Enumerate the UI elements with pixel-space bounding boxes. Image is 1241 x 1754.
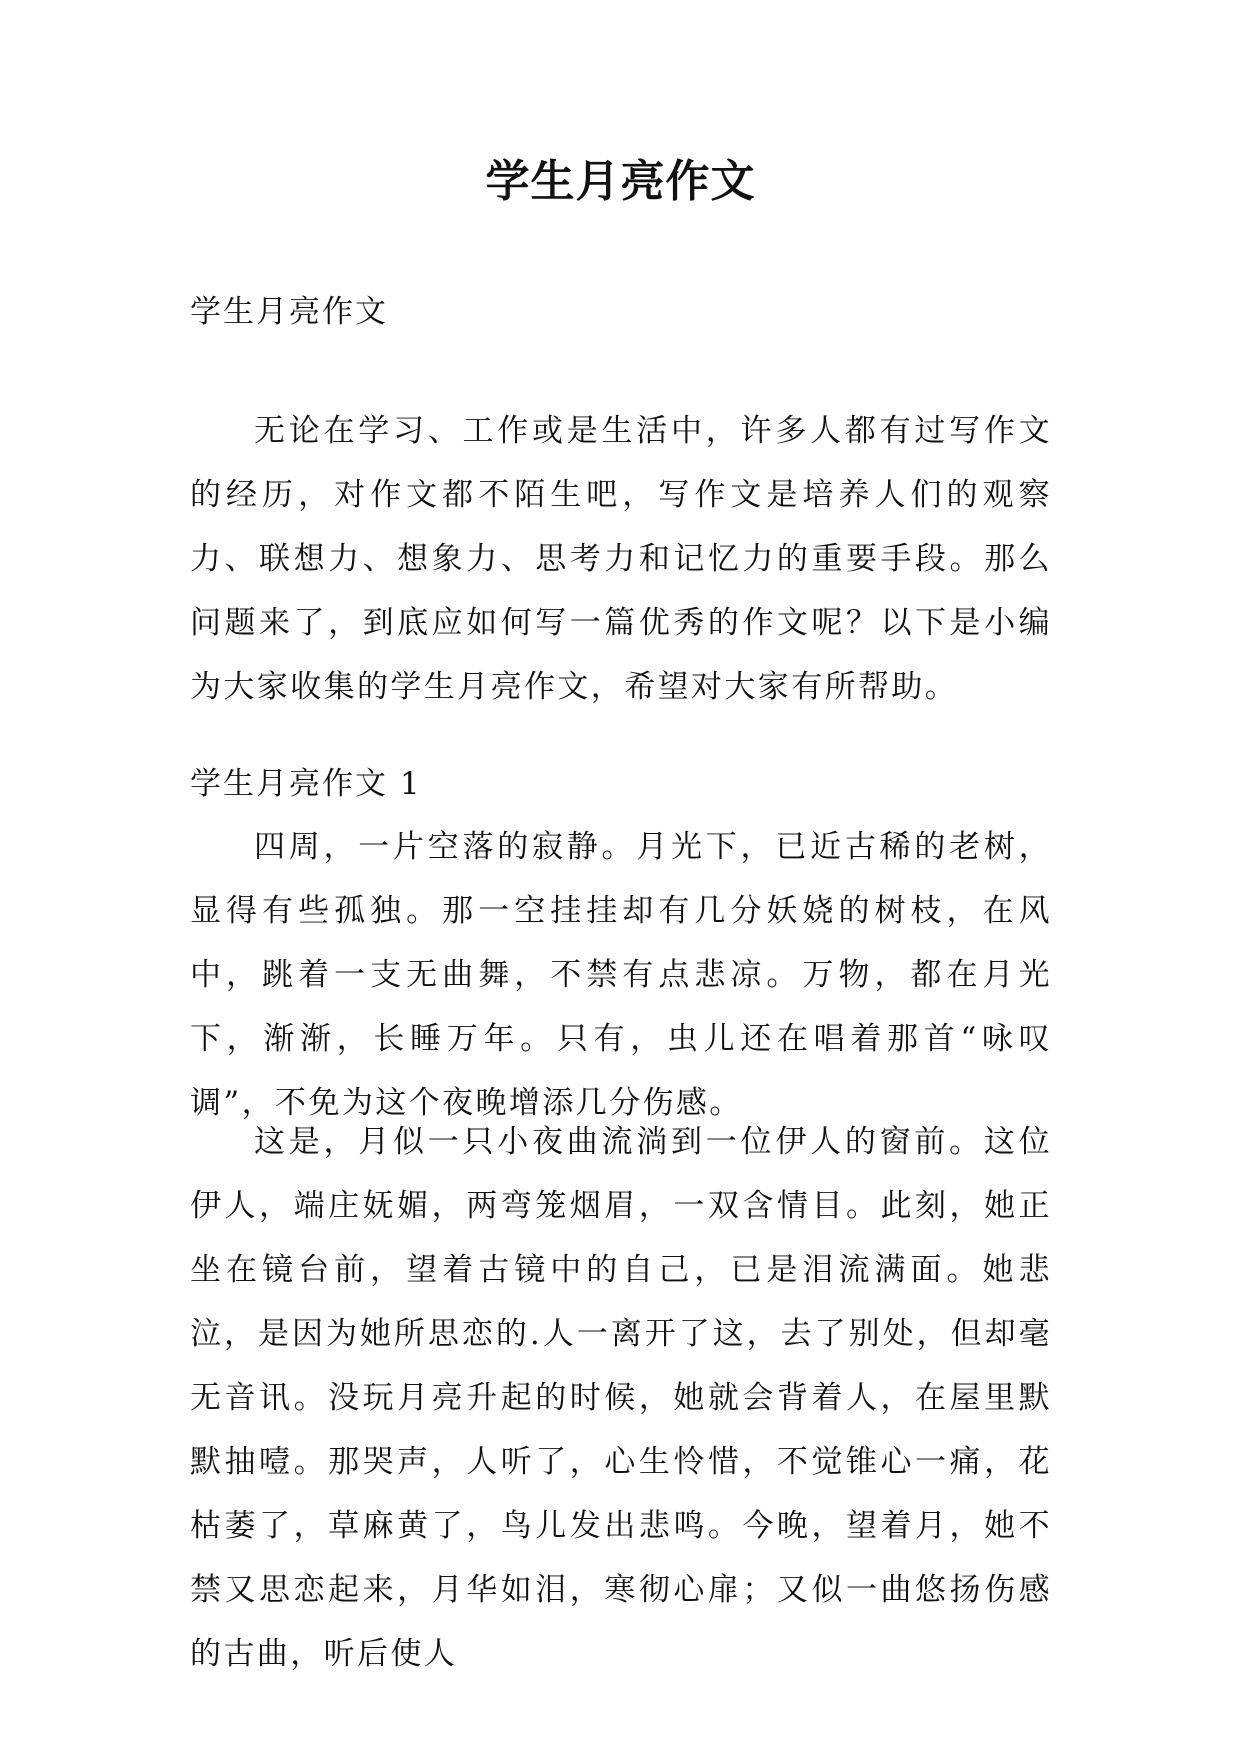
intro-paragraph: 无论在学习、工作或是生活中，许多人都有过写作文的经历，对作文都不陌生吧，写作文是培养人们的观察力、联想力、想象力、思考力和记忆力的重要手段。那么问题来了，到底应如何写一篇优秀的作文呢？以下是小编为大家收集的学生月亮作文，希望对大家有所帮助。	[190, 413, 1052, 705]
document-title: 学生月亮作文	[485, 156, 756, 207]
body-paragraph: 四周，一片空落的寂静。月光下，已近古稀的老树，显得有些孤独。那一空挂挂却有几分妖娆的树枝，在风中，跳着一支无曲舞，不禁有点悲凉。万物，都在月光下，渐渐，长睡万年。只有，虫儿还在唱着那首“咏叹调”，不免为这个夜晚增添几分伤感。	[190, 829, 1052, 1121]
body-paragraph: 这是，月似一只小夜曲流淌到一位伊人的窗前。这位伊人，端庄妩媚，两弯笼烟眉，一双含情目。此刻，她正坐在镜台前，望着古镜中的自己，已是泪流满面。她悲泣，是因为她所思恋的.人一离开了这，去了别处，但却毫无音讯。没玩月亮升起的时候，她就会背着人，在屋里默默抽噎。那哭声，人听了，心生怜惜，不觉锥心一痛，花枯萎了，草麻黄了，鸟儿发出悲鸣。今晚，望着月，她不禁又思恋起来，月华如泪，寒彻心扉；又似一曲悠扬伤感的古曲，听后使人	[190, 1124, 1052, 1672]
document-subtitle: 学生月亮作文	[190, 294, 388, 330]
section-heading: 学生月亮作文 1	[190, 766, 422, 802]
